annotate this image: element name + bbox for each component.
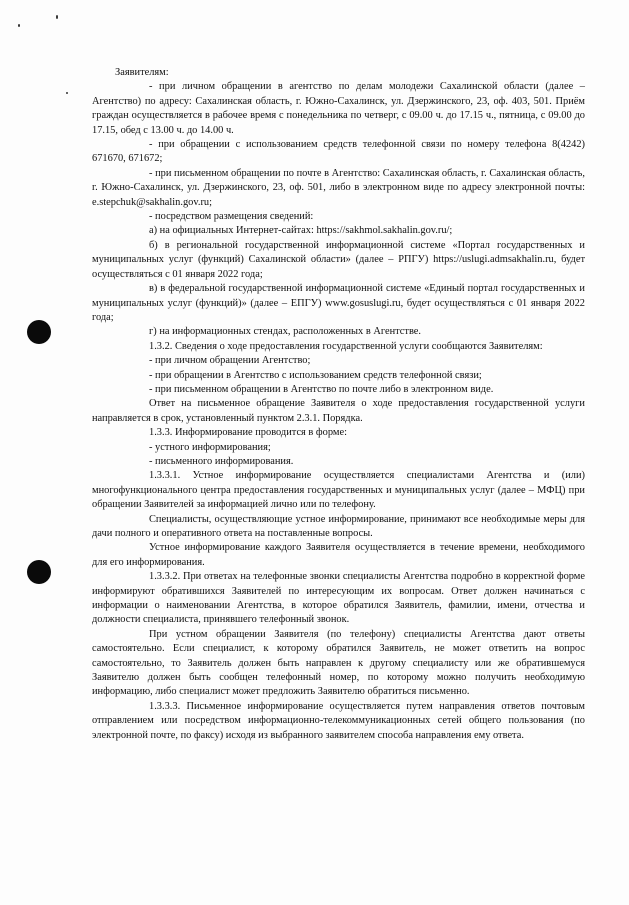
paragraph-stands: г) на информационных стендах, расположенных в Агентстве.: [149, 326, 422, 338]
punch-hole-top: [27, 320, 51, 344]
paragraph-applicants: Заявителям:: [115, 67, 169, 78]
document-body: [92, 66, 585, 743]
paragraph-oral-phone: При устном обращении Заявителя (по телефону) специалисты Агентства дают ответы самостоятельно. Если специалист, к которому обратился Заявитель, не может ответить на вопрос самостоятельно, то Заявитель должен быть направлен к другому специалисту или же обратившемуся Заявителю должен быть сообщен телефонный номер, по которому можно получить необходимую информацию, либо специалист может предложить Заявителю обратиться письменно.: [92, 628, 585, 698]
paragraph-written-reply: Ответ на письменное обращение Заявителя о ходе предоставления государственной услуги направляется в срок, установленный пунктом 2.3.1. Порядка.: [92, 398, 585, 424]
punch-hole-bottom: [27, 560, 51, 584]
paragraph-1-3-3-1: 1.3.3.1. Устное информирование осуществляется специалистами Агентства и (или) многофункционального центра предоставления государственных и муниципальных услуг (далее – МФЦ) при обращении Заявителей за информацией лично или по телефону.: [92, 470, 585, 511]
paragraph-phone: - при обращении с использованием средств телефонной связи по номеру телефона 8(4242) 671670, 671672;: [92, 139, 585, 165]
paragraph-oral: - устного информирования;: [149, 441, 271, 453]
paragraph-written: - письменного информирования.: [149, 455, 294, 467]
paragraph-oral-duration: Устное информирование каждого Заявителя осуществляется в течение времени, необходимого для его информирования.: [92, 542, 585, 568]
paragraph-rpgu: б) в региональной государственной информационной системе «Портал государственных и муниципальных услуг (функций) Сахалинской области» (далее – РПГУ) https://uslugi.admsakhalin.ru, будет осуществляться с 01 января 2022 года;: [92, 239, 585, 280]
paragraph-specialists: Специалисты, осуществляющие устное информирование, принимают все необходимые меры для дачи полного и оперативного ответа на поставленные вопросы.: [92, 513, 585, 539]
paragraph-personal-visit: - при личном обращении Агентство;: [149, 355, 311, 367]
scan-speck: [66, 92, 68, 94]
paragraph-epgu: в) в федеральной государственной информационной системе «Единый портал государственных и муниципальных услуг (функций)» (далее – ЕПГУ) www.gosuslugi.ru, будет осуществляться с 01 января 2022 года;: [92, 283, 585, 323]
paragraph-websites: а) на официальных Интернет-сайтах: https://sakhmol.sakhalin.gov.ru/;: [149, 225, 453, 237]
scan-speck: [18, 24, 20, 27]
paragraph-1-3-2: 1.3.2. Сведения о ходе предоставления государственной услуги сообщаются Заявителям:: [149, 340, 543, 352]
paragraph-1-3-3: 1.3.3. Информирование проводится в форме:: [149, 427, 347, 439]
paragraph-1-3-3-3: 1.3.3.3. Письменное информирование осуществляется путем направления ответов почтовым отправлением или посредством информационно-телекоммуникационных сетей общего пользования (по электронной почте, по факсу) исходя из выбранного заявителем способа направления ему ответа.: [92, 700, 585, 741]
paragraph-publication: - посредством размещения сведений:: [149, 211, 314, 223]
paragraph-1-3-3-2: 1.3.3.2. При ответах на телефонные звонки специалисты Агентства подробно в корректной форме информируют обратившихся Заявителей по интересующим их вопросам. Ответ должен начинаться с информации о наименовании Агентства, в которое обратился Заявитель, фамилии, имени, отчества и должности специалиста, принявшего телефонный звонок.: [92, 571, 585, 626]
scan-speck: [56, 15, 58, 19]
paragraph-in-person: - при личном обращении в агентство по делам молодежи Сахалинской области (далее – Агентство) по адресу: Сахалинская область, г. Южно-Сахалинск, ул. Дзержинского, 23, оф. 403, 501. Приём граждан осуществляется в рабочее время с понедельника по четверг, с 09.00 ч. до 17.15 ч., пятница, с 09.00 до 17.15, обед с 13.00 ч. до 14.00 ч.: [92, 81, 585, 136]
paragraph-mail: - при письменном обращении по почте в Агентство: Сахалинская область, г. Сахалинская область, г. Южно-Сахалинск, ул. Дзержинского, 23, оф. 501, либо в электронном виде по адресу электронной почты: e.stepchuk@sakhalin.gov.ru;: [92, 167, 585, 208]
paragraph-written-contact: - при письменном обращении в Агентство по почте либо в электронном виде.: [149, 383, 494, 395]
paragraph-phone-contact: - при обращении в Агентство с использованием средств телефонной связи;: [149, 369, 482, 381]
